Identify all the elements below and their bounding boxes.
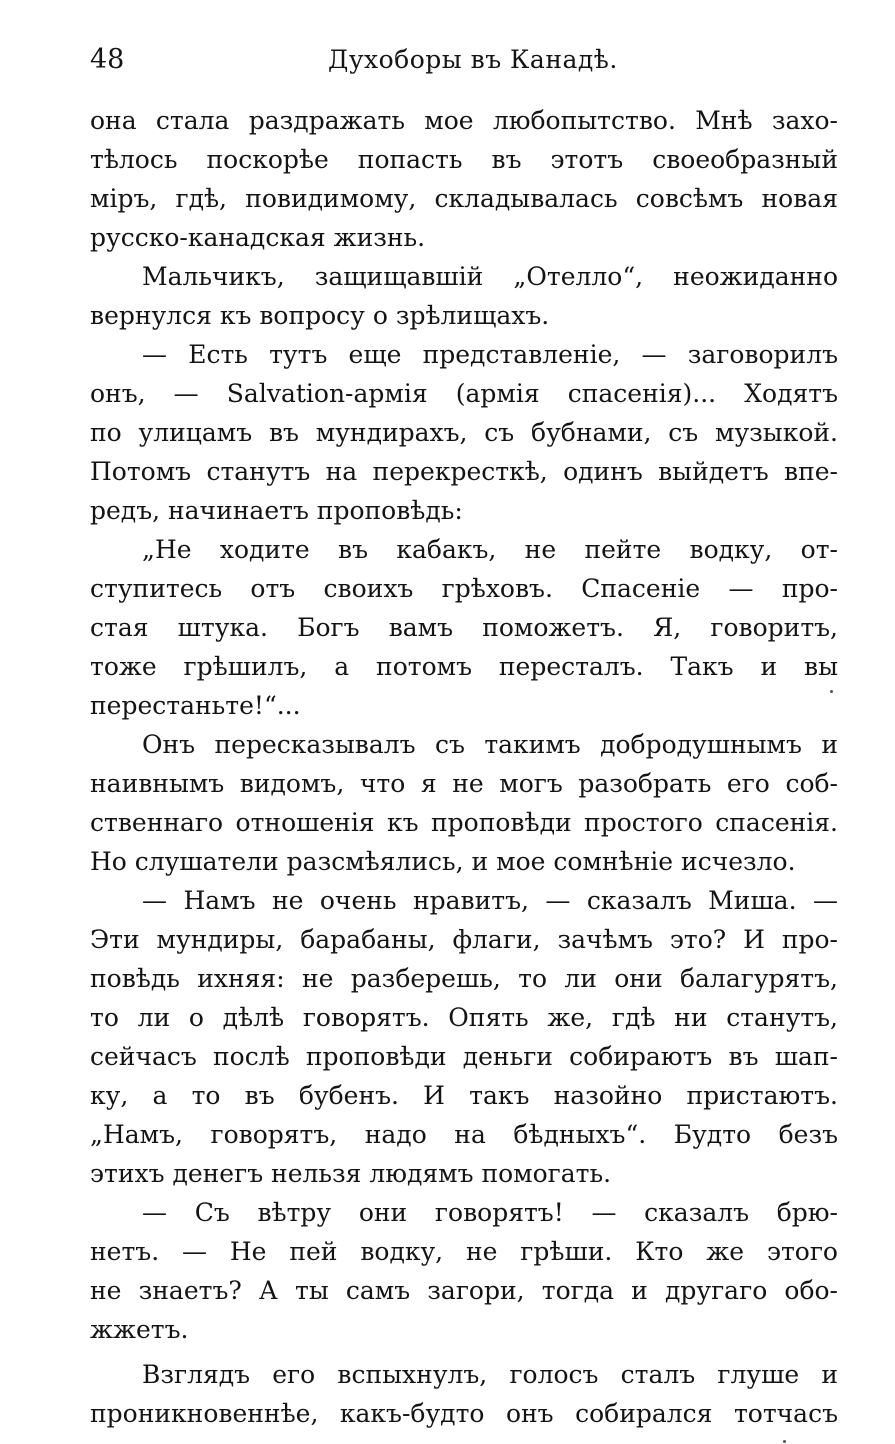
text-line: міръ, гдѣ, повидимому, складывалась совсѣмъ новая (90, 184, 838, 213)
text-line: повѣдь ихняя: не разберешь, то ли они балагурятъ, (90, 964, 838, 993)
text-line: Но слушатели разсмѣялись, и мое сомнѣніе исчезло. (90, 847, 796, 876)
text-line: сейчасъ послѣ проповѣди деньги собираютъ въ шап- (90, 1042, 838, 1071)
print-speck (783, 1440, 786, 1443)
page-number: 48 (90, 44, 125, 75)
text-line: Взглядъ его вспыхнулъ, голосъ сталъ глуше и (142, 1360, 838, 1389)
text-line: онъ, — Salvation-армія (армія спасенія)... Ходятъ (90, 379, 838, 408)
text-line: этихъ денегъ нельзя людямъ помогать. (90, 1159, 612, 1188)
text-line: наивнымъ видомъ, что я не могъ разобрать его соб- (90, 769, 838, 798)
text-line: нетъ. — Не пей водку, не грѣши. Кто же этого (90, 1237, 838, 1266)
text-line: стая штука. Богъ вамъ поможетъ. Я, говоритъ, (90, 613, 838, 642)
text-line: ступитесь отъ своихъ грѣховъ. Спасеніе — про- (90, 574, 838, 603)
text-line: жжетъ. (90, 1315, 189, 1344)
text-line: редъ, начинаетъ проповѣдь: (90, 496, 463, 525)
text-line: „Не ходите въ кабакъ, не пейте водку, от- (142, 535, 838, 564)
text-line: по улицамъ въ мундирахъ, съ бубнами, съ музыкой. (90, 418, 838, 447)
text-line: перестаньте!“... (90, 691, 301, 720)
text-line: Потомъ станутъ на перекресткѣ, одинъ выйдетъ впе- (90, 457, 838, 486)
text-line: — Съ вѣтру они говорятъ! — сказалъ брю- (142, 1198, 838, 1227)
text-line: тѣлось поскорѣе попасть въ этотъ своеобразный (90, 145, 838, 174)
text-line: Эти мундиры, барабаны, флаги, зачѣмъ это? И про- (90, 925, 838, 954)
text-line: вернулся къ вопросу о зрѣлищахъ. (90, 301, 550, 330)
text-line: тоже грѣшилъ, а потомъ пересталъ. Такъ и вы (90, 652, 838, 681)
print-speck (830, 690, 833, 693)
text-line: — Есть тутъ еще представленіе, — заговорилъ (142, 340, 838, 369)
text-line: ку, а то въ бубенъ. И такъ назойно пристаютъ. (90, 1081, 838, 1110)
text-line: — Намъ не очень нравитъ, — сказалъ Миша. — (142, 886, 838, 915)
text-line: то ли о дѣлѣ говорятъ. Опять же, гдѣ ни станутъ, (90, 1003, 838, 1032)
running-title: Духоборы въ Канадѣ. (328, 45, 618, 74)
text-line: русско-канадская жизнь. (90, 223, 426, 252)
text-line: „Намъ, говорятъ, надо на бѣдныхъ“. Будто безъ (90, 1120, 838, 1149)
text-line: не знаетъ? А ты самъ загори, тогда и другаго обо- (90, 1276, 838, 1305)
text-line: Мальчикъ, защищавшій „Отелло“, неожиданно (142, 262, 838, 291)
text-line: Онъ пересказывалъ съ такимъ добродушнымъ и (142, 730, 838, 759)
text-line: она стала раздражать мое любопытство. Мнѣ захо- (90, 106, 838, 135)
text-line: ственнаго отношенія къ проповѣди простого спасенія. (90, 808, 838, 837)
text-line: проникновеннѣе, какъ-будто онъ собирался тотчасъ (90, 1399, 838, 1428)
